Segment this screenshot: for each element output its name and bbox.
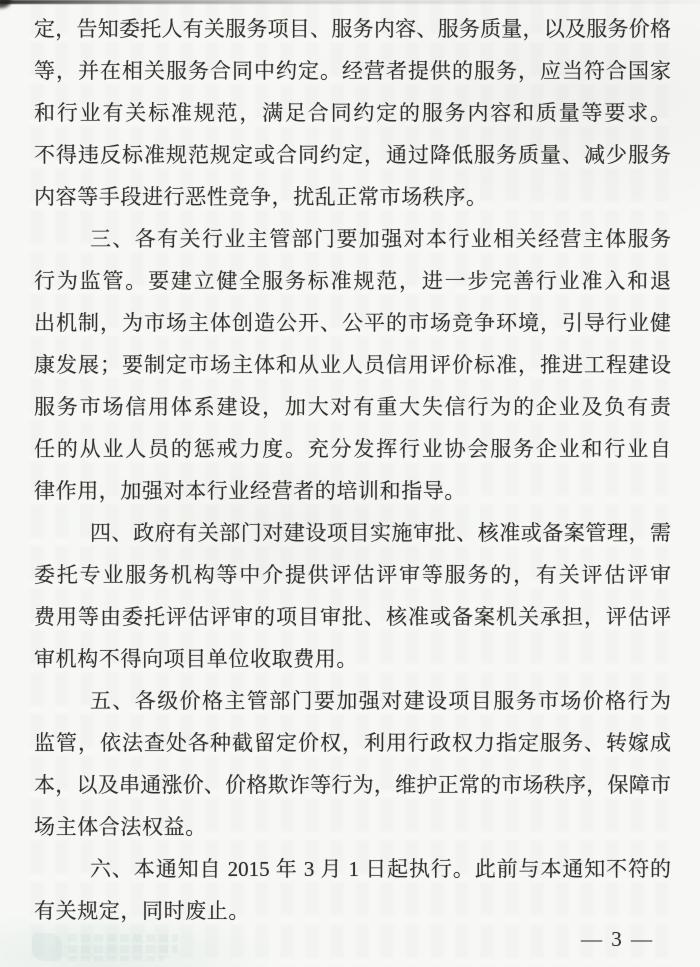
page-number: — 3 —	[581, 927, 654, 951]
text-line-section-four-start: 四、政府有关部门对建设项目实施审批、核准或备案管理，需	[90, 521, 671, 545]
text-line-paragraph-end: 律作用，加强对本行业经营者的培训和指导。	[34, 479, 466, 503]
text-line-section-five-start: 五、各级价格主管部门要加强对建设项目服务市场价格行为	[90, 689, 671, 713]
text-line-paragraph-end: 有关规定，同时废止。	[34, 899, 250, 923]
text-line: 本，以及串通涨价、价格欺诈等行为，维护正常的市场秩序，保障市	[34, 773, 671, 797]
text-line: 委托专业服务机构等中介提供评估评审等服务的，有关评估评审	[34, 563, 671, 587]
text-line: 费用等由委托评估评审的项目审批、核准或备案机关承担，评估评	[34, 605, 671, 629]
watermark-logo-icon	[32, 933, 62, 961]
text-line: 等，并在相关服务合同中约定。经营者提供的服务，应当符合国家	[34, 59, 671, 83]
text-line-section-three-start: 三、各有关行业主管部门要加强对本行业相关经营主体服务	[90, 227, 671, 251]
scan-artifact-top-edge	[0, 0, 700, 4]
text-line: 服务市场信用体系建设，加大对有重大失信行为的企业及负有责	[34, 395, 671, 419]
text-line: 康发展；要制定市场主体和从业人员信用评价标准，推进工程建设	[34, 353, 671, 377]
text-line-paragraph-end: 内容等手段进行恶性竞争，扰乱正常市场秩序。	[34, 185, 488, 209]
watermark-text-blur	[68, 945, 178, 953]
watermark-text-blur	[68, 956, 164, 961]
text-line: 和行业有关标准规范，满足合同约定的服务内容和质量等要求。	[34, 101, 671, 125]
watermark-text-blur	[68, 934, 178, 942]
digital-library-watermark	[32, 929, 192, 965]
text-line: 不得违反标准规范规定或合同约定，通过降低服务质量、减少服务	[34, 143, 671, 167]
text-line: 任的从业人员的惩戒力度。充分发挥行业协会服务企业和行业自	[34, 437, 671, 461]
text-line: 行为监管。要建立健全服务标准规范，进一步完善行业准入和退	[34, 269, 671, 293]
text-line-paragraph-end: 场主体合法权益。	[34, 815, 207, 839]
text-line-paragraph-end: 审机构不得向项目单位收取费用。	[34, 647, 358, 671]
scan-artifact-corner	[0, 0, 11, 8]
text-line: 定，告知委托人有关服务项目、服务内容、服务质量，以及服务价格	[34, 17, 671, 41]
text-line: 出机制，为市场主体创造公开、公平的市场竞争环境，引导行业健	[34, 311, 671, 335]
text-line: 监管，依法查处各种截留定价权，利用行政权力指定服务、转嫁成	[34, 731, 671, 755]
text-line-section-six-start: 六、本通知自 2015 年 3 月 1 日起执行。此前与本通知不符的	[90, 857, 671, 881]
document-body-text	[34, 8, 671, 932]
